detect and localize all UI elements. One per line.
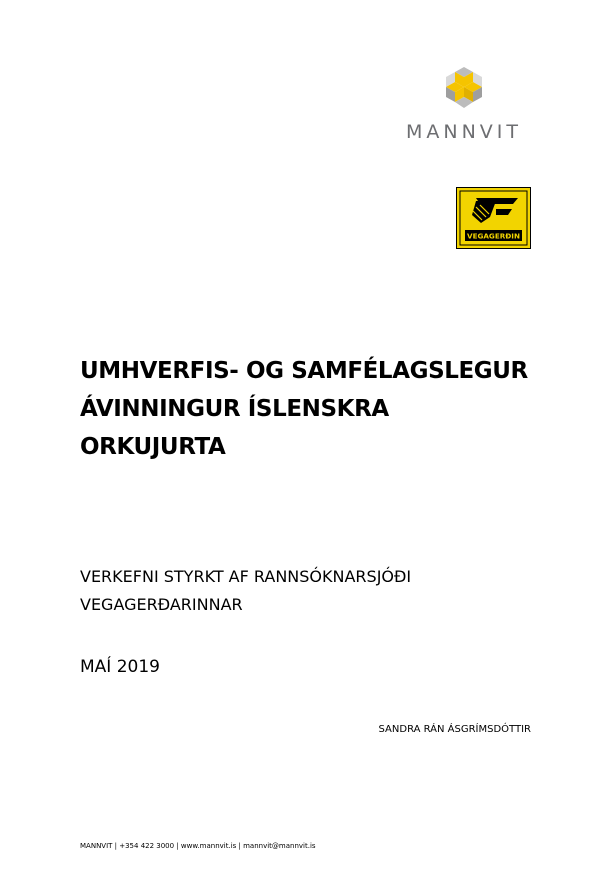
report-title <box>80 352 550 466</box>
title-line: UMHVERFIS- OG SAMFÉLAGSLEGUR <box>80 358 528 384</box>
page-footer: MANNVIT | +354 422 3000 | www.mannvit.is | mannvit@mannvit.is <box>80 842 316 850</box>
mannvit-logo <box>396 66 532 146</box>
title-line: ÁVINNINGUR ÍSLENSKRA <box>80 396 389 422</box>
vegagerdin-wordmark: VEGAGERÐIN <box>467 231 520 241</box>
vegagerdin-logo <box>456 187 531 249</box>
subtitle-line: VEGAGERÐARINNAR <box>80 595 243 614</box>
mannvit-wordmark: MANNVIT <box>405 121 523 143</box>
report-date: MAÍ 2019 <box>80 657 160 677</box>
vegagerdin-logo-icon <box>456 187 531 249</box>
subtitle-line: VERKEFNI STYRKT AF RANNSÓKNARSJÓÐI <box>80 567 412 586</box>
title-line: ORKUJURTA <box>80 434 226 460</box>
report-author: SANDRA RÁN ÁSGRÍMSDÓTTIR <box>378 724 531 735</box>
report-subtitle <box>80 563 540 619</box>
mannvit-hexagon-logo-icon <box>442 66 486 110</box>
